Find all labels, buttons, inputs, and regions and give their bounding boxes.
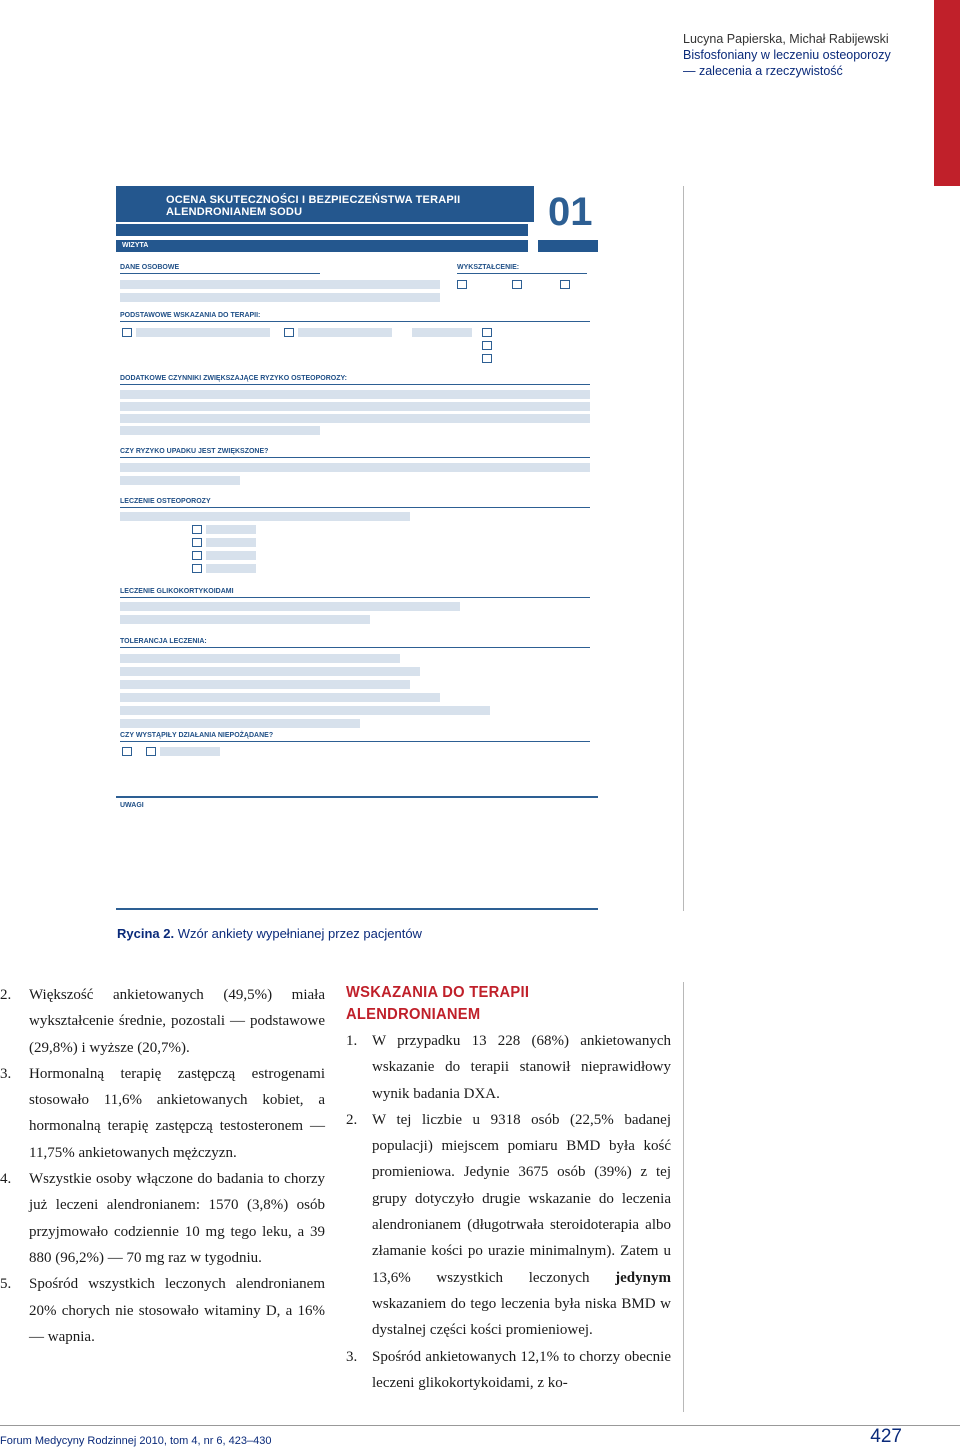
list-item-text-cont: wskazaniem do tego leczenia była niska BMD w dystalnej części kości promieniowej. (372, 1295, 671, 1339)
glucocorticoid-heading: LECZENIE GLIKOKORTYKOIDAMI (120, 588, 590, 598)
checkbox (192, 564, 202, 573)
glucocorticoid-row (120, 602, 460, 611)
footer-rule (0, 1425, 960, 1426)
education-heading: WYKSZTAŁCENIE: (457, 264, 587, 274)
risk-row (120, 402, 590, 411)
column-divider-top (683, 186, 684, 911)
tolerance-row (120, 719, 360, 728)
visit-bar (116, 240, 528, 252)
list-item-text: Większość ankietowanych (49,5%) miała wykształcenie średnie, pozostali — podstawowe (29,8%) i wyższe (20,7%). (29, 987, 325, 1056)
checkbox (122, 328, 132, 337)
tolerance-row (120, 667, 420, 676)
list-item-number: 3. (346, 1348, 358, 1365)
risk-row (120, 426, 320, 435)
list-item-number: 3. (0, 1065, 12, 1082)
running-header (683, 31, 923, 79)
fall-risk-heading: CZY RYZYKO UPADKU JEST ZWIĘKSZONE? (120, 448, 590, 458)
form-bottom-rule (116, 908, 598, 910)
questionnaire-figure (112, 186, 602, 910)
list-item (346, 1107, 671, 1344)
personal-data-heading: DANE OSOBOWE (120, 264, 320, 274)
basic-indications-heading: PODSTAWOWE WSKAZANIA DO TERAPII: (120, 312, 590, 322)
checkbox (482, 328, 492, 337)
list-item-text: Hormonalną terapię zastępczą estrogenami stosowało 11,6% ankietowanych kobiet, a hormonalną terapię zastępczą testosteronem — 11,75% ankietowanych mężczyzn. (29, 1065, 325, 1161)
list-item (0, 982, 325, 1061)
list-item-text: W tej liczbie u 9318 osób (22,5% badanej populacji) miejscem pomiaru BMD była kość promieniowa. Jedynie 3675 osób (39%) z tej grupy dotyczyło drugie wskazanie do leczenia alendronianem (długotrwała steroidoterapia albo złamanie kości po urazie minimalnym). Zatem u 13,6% wszystkich leczonych (372, 1111, 671, 1286)
tolerance-row (120, 654, 400, 663)
tolerance-row (120, 706, 490, 715)
checkbox (457, 280, 467, 289)
osteoporosis-treatment-heading: LECZENIE OSTEOPOROZY (120, 498, 590, 508)
list-item-number: 2. (346, 1111, 358, 1128)
list-item-number: 2. (0, 987, 12, 1003)
form-field (160, 747, 220, 756)
figure-caption (117, 926, 422, 941)
red-accent-bar (934, 0, 960, 186)
form-field (206, 564, 256, 573)
right-column (346, 982, 671, 1396)
checkbox (192, 538, 202, 547)
list-item-text: W przypadku 13 228 (68%) ankietowanych wskazanie do terapii stanowił nieprawidłowy wynik badania DXA. (372, 1033, 671, 1102)
checkbox (122, 747, 132, 756)
list-item-number: 5. (0, 1276, 12, 1293)
checkbox (284, 328, 294, 337)
risk-row (120, 414, 590, 423)
list-item (0, 1061, 325, 1166)
form-field (206, 551, 256, 560)
header-authors: Lucyna Papierska, Michał Rabijewski (683, 32, 889, 46)
emphasis-text: jedynym (615, 1269, 671, 1286)
form-field (298, 328, 392, 337)
form-number: 01 (548, 190, 593, 234)
list-item-text: Wszystkie osoby włączone do badania to chorzy już leczeni alendronianem: 1570 (3,8%) osób przyjmowało codziennie 10 mg tego leku, a 39 880 (96,2%) — 70 mg raz w tygodniu. (29, 1171, 325, 1266)
checkbox (192, 525, 202, 534)
remarks-rule (116, 796, 598, 798)
treatment-row (120, 512, 410, 521)
list-item (0, 1166, 325, 1271)
form-subtitle-bar (116, 224, 528, 236)
list-item-text: Spośród wszystkich leczonych alendronianem 20% chorych nie stosowało witaminy D, a 16% — wapnia. (29, 1276, 325, 1345)
checkbox (512, 280, 522, 289)
list-item (0, 1271, 325, 1350)
fall-risk-row (120, 476, 240, 485)
personal-fields-row1 (120, 280, 440, 289)
list-item (346, 1344, 671, 1397)
caption-text: Wzór ankiety wypełnianej przez pacjentów (177, 926, 422, 941)
remarks-heading: UWAGI (120, 802, 144, 809)
list-item (346, 1028, 671, 1107)
checkbox (192, 551, 202, 560)
adverse-heading: CZY WYSTĄPIŁY DZIAŁANIA NIEPOŻĄDANE? (120, 732, 590, 742)
list-item-number: 1. (346, 1033, 358, 1049)
personal-fields-row2 (120, 293, 440, 302)
visit-label: WIZYTA (122, 242, 149, 249)
left-column (0, 982, 325, 1350)
column-divider-bottom (683, 982, 684, 1412)
section-title: WSKAZANIA DO TERAPII ALENDRONIANEM (346, 984, 530, 1023)
checkbox (482, 341, 492, 350)
form-field (412, 328, 472, 337)
form-field (206, 538, 256, 547)
caption-label: Rycina 2. (117, 926, 175, 941)
tolerance-row (120, 693, 440, 702)
header-title-line2: — zalecenia a rzeczywistość (683, 64, 843, 78)
checkbox (560, 280, 570, 289)
fall-risk-row (120, 463, 590, 472)
header-title-line1: Bisfosfoniany w leczeniu osteoporozy (683, 48, 891, 62)
form-number-bar (538, 240, 598, 252)
page-number: 427 (870, 1426, 902, 1447)
list-item-text: Spośród ankietowanych 12,1% to chorzy obecnie leczeni glikokortykoidami, z ko- (372, 1348, 671, 1391)
form-title: OCENA SKUTECZNOŚCI I BEZPIECZEŃSTWA TERAPII ALENDRONIANEM SODU (116, 186, 534, 222)
checkbox (482, 354, 492, 363)
tolerance-heading: TOLERANCJA LECZENIA: (120, 638, 590, 648)
form-field (206, 525, 256, 534)
journal-footer: Forum Medycyny Rodzinnej 2010, tom 4, nr 6, 423–430 (0, 1435, 272, 1447)
tolerance-row (120, 680, 410, 689)
form-field (136, 328, 270, 337)
risk-factors-heading: DODATKOWE CZYNNIKI ZWIĘKSZAJĄCE RYZYKO OSTEOPOROZY: (120, 375, 590, 385)
risk-row (120, 390, 590, 399)
list-item-number: 4. (0, 1171, 12, 1188)
checkbox (146, 747, 156, 756)
glucocorticoid-row (120, 615, 370, 624)
